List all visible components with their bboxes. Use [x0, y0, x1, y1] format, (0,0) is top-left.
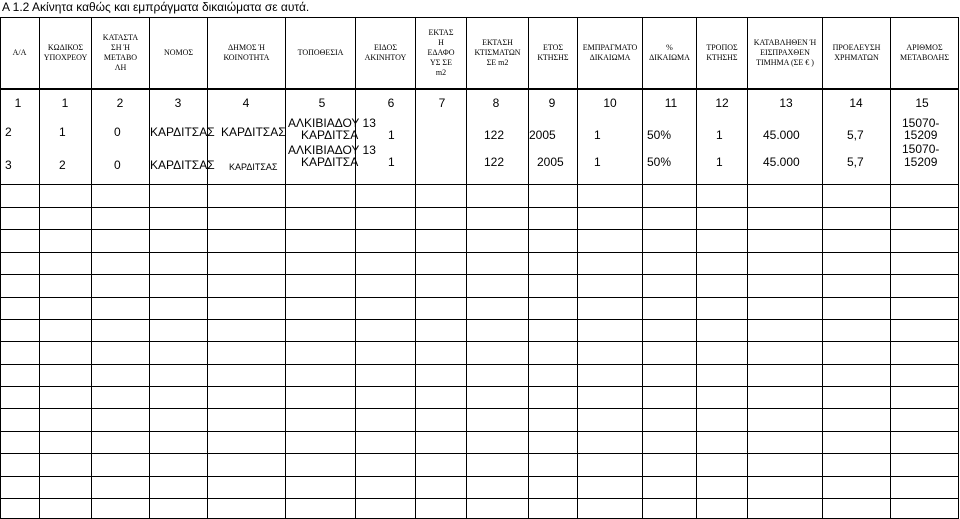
column-number: 5	[318, 96, 326, 110]
grid-line	[0, 252, 959, 253]
cell-state: 0	[114, 158, 121, 172]
header-year: ΕΤΟΣ ΚΤΗΣΗΣ	[537, 43, 569, 62]
header-location: ΤΟΠΟΘΕΣΙΑ	[297, 48, 344, 57]
cell-aa: 2	[5, 125, 12, 139]
grid-line	[0, 297, 959, 298]
header-right: ΕΜΠΡΑΓΜΑΤΟ ΔΙΚΑΙΩΜΑ	[582, 43, 638, 62]
header-code: ΚΩΔΙΚΟΣ ΥΠΟΧΡΕΟΥ	[43, 43, 88, 62]
grid-line	[0, 386, 959, 387]
cell-change-line1: 15070-	[902, 116, 940, 130]
header-change-number: ΑΡΙΘΜΟΣ ΜΕΤΑΒΟΛΗΣ	[900, 43, 949, 62]
cell-building-area: 122	[484, 155, 505, 169]
grid-line	[0, 319, 959, 320]
column-number: 2	[116, 96, 124, 110]
column-number: 8	[492, 96, 500, 110]
column-number: 1	[14, 96, 22, 110]
grid-line	[39, 17, 40, 519]
grid-line	[0, 408, 959, 409]
cell-location-line1: ΑΛΚΙΒΙΑΔΟΥ 13	[288, 143, 376, 157]
column-number: 4	[242, 96, 250, 110]
grid-line	[0, 341, 959, 342]
cell-aa: 3	[5, 158, 12, 172]
header-building-area: ΕΚΤΑΣΗ ΚΤΙΣΜΑΤΩΝ ΣΕ m2	[474, 38, 521, 67]
cell-state: 0	[114, 125, 121, 139]
grid-line	[0, 431, 959, 432]
cell-location-line1: ΑΛΚΙΒΙΑΔΟΥ 13	[288, 116, 376, 130]
cell-code: 2	[59, 158, 66, 172]
column-number: 11	[664, 96, 678, 110]
grid-line	[890, 17, 891, 519]
grid-line	[0, 274, 959, 275]
grid-line	[0, 476, 959, 477]
cell-price: 45.000	[763, 155, 800, 169]
grid-line	[0, 453, 959, 454]
cell-location-line2: ΚΑΡΔΙΤΣΑ	[301, 155, 359, 169]
cell-location-line2: ΚΑΡΔΙΤΣΑ	[301, 128, 359, 142]
grid-line	[0, 88, 959, 90]
page-title: Α 1.2 Ακίνητα καθώς και εμπράγματα δικαιώματα σε αυτά.	[2, 0, 310, 14]
cell-method: 1	[716, 155, 723, 169]
grid-line	[466, 17, 467, 519]
grid-line	[355, 17, 356, 519]
cell-type: 1	[388, 128, 395, 142]
column-number: 3	[174, 96, 182, 110]
column-number: 1	[61, 96, 69, 110]
grid-line	[207, 17, 208, 519]
grid-line	[415, 17, 416, 519]
header-price: ΚΑΤΑΒΛΗΘΕΝ Ή ΕΙΣΠΡΑΧΘΕΝ ΤΙΜΗΜΑ (ΣΕ € )	[753, 38, 817, 67]
column-number: 12	[715, 96, 729, 110]
grid-line	[285, 17, 286, 519]
cell-type: 1	[388, 155, 395, 169]
cell-right: 1	[594, 155, 601, 169]
column-number: 10	[603, 96, 617, 110]
cell-origin: 5,7	[847, 155, 864, 169]
cell-price: 45.000	[763, 128, 800, 142]
grid-line	[642, 17, 643, 519]
column-number: 13	[779, 96, 793, 110]
header-origin: ΠΡΟΕΛΕΥΣΗ ΧΡΗΜΑΤΩΝ	[832, 43, 881, 62]
cell-method: 1	[716, 128, 723, 142]
cell-right: 1	[594, 128, 601, 142]
cell-change-line1: 15070-	[902, 142, 940, 156]
grid-line	[0, 184, 959, 185]
header-nomos: ΝΟΜΟΣ	[163, 48, 194, 57]
column-number: 6	[387, 96, 395, 110]
grid-line	[958, 17, 959, 519]
cell-dimos: ΚΑΡΔΙΤΣΑΣ	[229, 162, 278, 172]
grid-line	[696, 17, 697, 519]
header-land-area: ΕΚΤΑΣ Η ΕΔΑΦΟ ΥΣ ΣΕ m2	[427, 28, 455, 77]
header-state: ΚΑΤΑΣΤΑ ΣΗ Ή ΜΕΤΑΒΟ ΛΗ	[102, 33, 139, 72]
grid-line	[822, 17, 823, 519]
grid-line	[0, 364, 959, 365]
cell-dimos: ΚΑΡΔΙΤΣΑΣ	[221, 125, 286, 139]
header-percent: % ΔΙΚΑΙΩΜΑ	[649, 43, 690, 62]
header-dimos: ΔΗΜΟΣ Ή ΚΟΙΝΟΤΗΤΑ	[223, 43, 270, 62]
cell-building-area: 122	[484, 128, 505, 142]
cell-percent: 50%	[647, 128, 672, 142]
header-aa: Α/Α	[12, 48, 27, 57]
grid-line	[577, 17, 578, 519]
grid-line	[149, 17, 150, 519]
grid-line	[528, 17, 529, 519]
column-number: 9	[548, 96, 556, 110]
cell-year: 2005	[529, 128, 556, 142]
cell-percent: 50%	[647, 155, 672, 169]
column-number: 14	[849, 96, 863, 110]
grid-line	[0, 498, 959, 499]
cell-code: 1	[59, 125, 66, 139]
header-type: ΕΙΔΟΣ ΑΚΙΝΗΤΟΥ	[364, 43, 407, 62]
grid-line	[0, 207, 959, 208]
cell-nomos: ΚΑΡΔΙΤΣΑΣ	[150, 125, 215, 139]
cell-nomos: ΚΑΡΔΙΤΣΑΣ	[150, 158, 215, 172]
cell-year: 2005	[537, 155, 564, 169]
grid-line	[747, 17, 748, 519]
column-number: 15	[915, 96, 929, 110]
cell-origin: 5,7	[847, 128, 864, 142]
column-number: 7	[438, 96, 446, 110]
cell-change-line2: 15209	[904, 155, 938, 169]
cell-change-line2: 15209	[904, 128, 938, 142]
grid-line	[91, 17, 92, 519]
grid-line	[0, 17, 1, 519]
header-method: ΤΡΟΠΟΣ ΚΤΗΣΗΣ	[706, 43, 738, 62]
grid-line	[0, 229, 959, 230]
